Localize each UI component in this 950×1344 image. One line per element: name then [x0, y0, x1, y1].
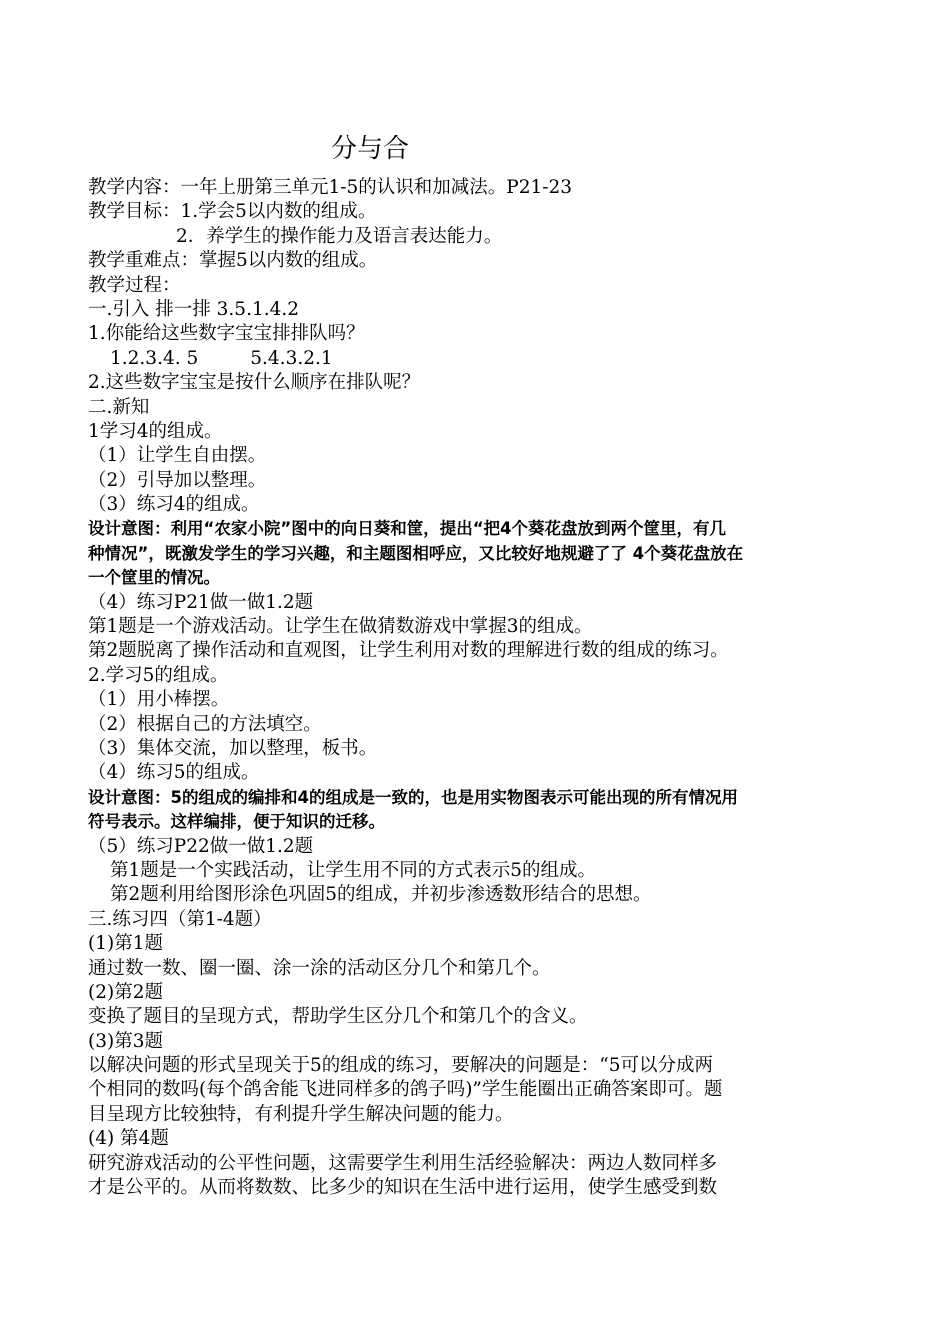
line-item-heading: (2)第2题 — [88, 981, 163, 1003]
line-item-text: 才是公平的。从而将数数、比多少的知识在生活中进行运用，使学生感受到数 — [88, 1177, 718, 1199]
line-section-1: 一.引入 排一排 3.5.1.4.2 — [88, 298, 300, 320]
line-item-text: 个相同的数吗(每个鸽舍能飞进同样多的鸽子吗)”学生能圈出正确答案即可。题 — [88, 1079, 723, 1101]
line-step: （3）练习4的组成。 — [88, 494, 260, 516]
line-teaching-goal-2: 2．养学生的操作能力及语言表达能力。 — [176, 225, 503, 247]
line-teaching-goal: 教学目标：1.学会5以内数的组成。 — [88, 201, 377, 223]
line-item-text: 以解决问题的形式呈现关于5的组成的练习，要解决的问题是：“5可以分成两 — [88, 1055, 714, 1077]
line-exercise-note: 第2题利用给图形涂色巩固5的组成，并初步渗透数形结合的思想。 — [110, 884, 652, 906]
line-design-intent: 种情况”，既激发学生的学习兴趣，和主题图相呼应，又比较好地规避了了 4个葵花盘放在 — [88, 543, 744, 563]
line-process: 教学过程： — [88, 274, 181, 296]
line-item-heading: (1)第1题 — [88, 933, 163, 955]
document-body — [88, 176, 878, 1200]
line-teaching-content: 教学内容：一年上册第三单元1-5的认识和加减法。P21-23 — [88, 177, 573, 198]
line-step: （2）引导加以整理。 — [88, 469, 267, 491]
line-step: （4）练习P21做一做1.2题 — [88, 591, 314, 613]
line-item-heading: (4) 第4题 — [88, 1128, 169, 1150]
line-key-points: 教学重难点：掌握5以内数的组成。 — [88, 250, 378, 272]
line-section-3: 三.练习四（第1-4题） — [88, 908, 272, 930]
line-step: （5）练习P22做一做1.2题 — [88, 835, 314, 857]
sequence-descending: 5.4.3.2.1 — [250, 347, 333, 369]
line-section-2: 二.新知 — [88, 396, 150, 418]
line-learn-4: 1学习4的组成。 — [88, 420, 223, 442]
sequence-ascending: 1.2.3.4. 5 — [110, 347, 199, 369]
line-item-text: 变换了题目的呈现方式，帮助学生区分几个和第几个的含义。 — [88, 1006, 588, 1028]
line-design-intent: 设计意图：5的组成的编排和4的组成是一致的，也是用实物图表示可能出现的所有情况用 — [88, 787, 738, 807]
line-step: （2）根据自己的方法填空。 — [88, 713, 322, 735]
line-item-text: 研究游戏活动的公平性问题，这需要学生利用生活经验解决：两边人数同样多 — [88, 1152, 718, 1174]
line-step: （1）用小棒摆。 — [88, 689, 230, 711]
line-step: （4）练习5的组成。 — [88, 762, 260, 784]
line-design-intent: 符号表示。这样编排，便于知识的迁移。 — [88, 812, 385, 832]
line-step: （3）集体交流，加以整理，板书。 — [88, 737, 378, 759]
line-design-intent: 设计意图：利用“农家小院”图中的向日葵和筐，提出“把4个葵花盘放到两个筐里，有几 — [88, 519, 727, 539]
line-learn-5: 2.学习5的组成。 — [88, 664, 229, 686]
line-design-intent: 一个筐里的情况。 — [88, 568, 220, 588]
line-item-heading: (3)第3题 — [88, 1030, 163, 1052]
line-exercise-note: 第1题是一个游戏活动。让学生在做猜数游戏中掌握3的组成。 — [88, 616, 593, 638]
line-item-text: 通过数一数、圈一圈、涂一涂的活动区分几个和第几个。 — [88, 957, 551, 979]
line-item-text: 目呈现方比较独特，有利提升学生解决问题的能力。 — [88, 1103, 514, 1125]
document-title: 分与合 — [331, 134, 410, 164]
line-exercise-note: 第2题脱离了操作活动和直观图，让学生利用对数的理解进行数的组成的练习。 — [88, 640, 729, 662]
line-question-2: 2.这些数字宝宝是按什么顺序在排队呢？ — [88, 372, 421, 394]
line-exercise-note: 第1题是一个实践活动，让学生用不同的方式表示5的组成。 — [110, 859, 597, 881]
line-sequences — [88, 347, 878, 371]
line-step: （1）让学生自由摆。 — [88, 445, 267, 467]
line-question-1: 1.你能给这些数字宝宝排排队吗？ — [88, 323, 365, 345]
